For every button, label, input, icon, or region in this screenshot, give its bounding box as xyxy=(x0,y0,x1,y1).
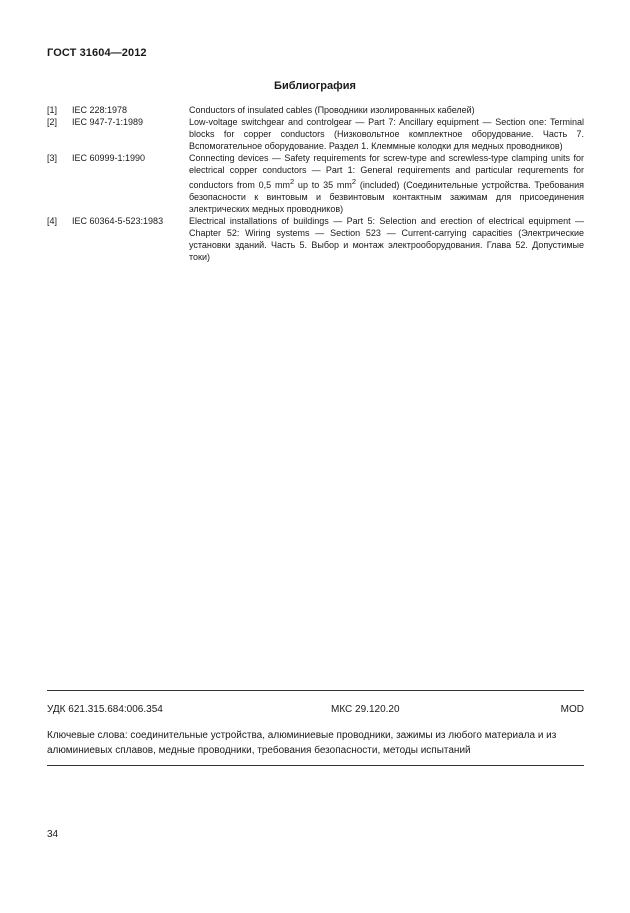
entry-text-part: up to 35 mm xyxy=(294,180,352,190)
mks-code: МКС 29.120.20 xyxy=(331,704,400,715)
footer-bottom-divider xyxy=(47,765,584,766)
page-number: 34 xyxy=(47,829,59,840)
udc-code: УДК 621.315.684:006.354 xyxy=(47,704,163,715)
footer-top-divider xyxy=(47,690,584,691)
document-header: ГОСТ 31604—2012 xyxy=(47,47,147,59)
entry-number: [1] xyxy=(47,105,58,115)
entry-text-part: Connecting devices — Safety requirements for screw-type and screwless-type clamping units for electrical copper conductors — Part 1: General requirements and particular requrements for conductors from 0,5 mm xyxy=(189,153,584,190)
classification-codes xyxy=(47,704,584,718)
entry-number: [4] xyxy=(47,216,58,226)
entry-standard: IEC 228:1978 xyxy=(72,105,128,115)
entry-text: Low-voltage switchgear and controlgear — Part 7: Ancillary equipment — Section one: Terminal blocks for copper conductors (Низковольтное комплектное оборудование. Часть 7. Вспомогательное оборудование. Раздел 1. Клеммные колодки для медных проводников) xyxy=(189,117,584,151)
bibliography-entry-2 xyxy=(47,116,584,152)
bibliography-entry-1 xyxy=(47,104,584,116)
keywords: Ключевые слова: соединительные устройства, алюминиевые проводники, зажимы из любого материала и из алюминиевых сплавов, медные проводники, требования безопасности, методы испытаний xyxy=(47,730,557,756)
entry-text: Conductors of insulated cables (Проводники изолированных кабелей) xyxy=(189,105,475,115)
entry-text xyxy=(189,152,584,215)
entry-standard: IEC 947-7-1:1989 xyxy=(72,117,144,127)
entry-standard: IEC 60364-5-523:1983 xyxy=(72,216,164,226)
entry-number: [2] xyxy=(47,117,58,127)
superscript: 2 xyxy=(289,177,295,186)
mod-label: MOD xyxy=(560,704,584,715)
bibliography-title: Библиография xyxy=(274,80,356,92)
bibliography-entry-4 xyxy=(47,215,584,263)
bibliography-entry-3 xyxy=(47,152,584,215)
bibliography-list xyxy=(47,104,584,263)
entry-text: Electrical installations of buildings — Part 5: Selection and erection of electrical equipment — Chapter 52: Wiring systems — Section 523 — Current-carrying capacities (Электрические установки зданий. Часть 5. Выбор и монтаж электрооборудования. Глава 52. Допустимые токи) xyxy=(189,216,584,262)
entry-standard: IEC 60999-1:1990 xyxy=(72,153,146,163)
entry-number: [3] xyxy=(47,153,58,163)
entry-text-part: (included) (Соединительные устройства. Требования безопасности к винтовым и безвинтовым контактным зажимам для присоединения электрических медных проводников) xyxy=(189,180,584,214)
superscript: 2 xyxy=(351,177,357,186)
